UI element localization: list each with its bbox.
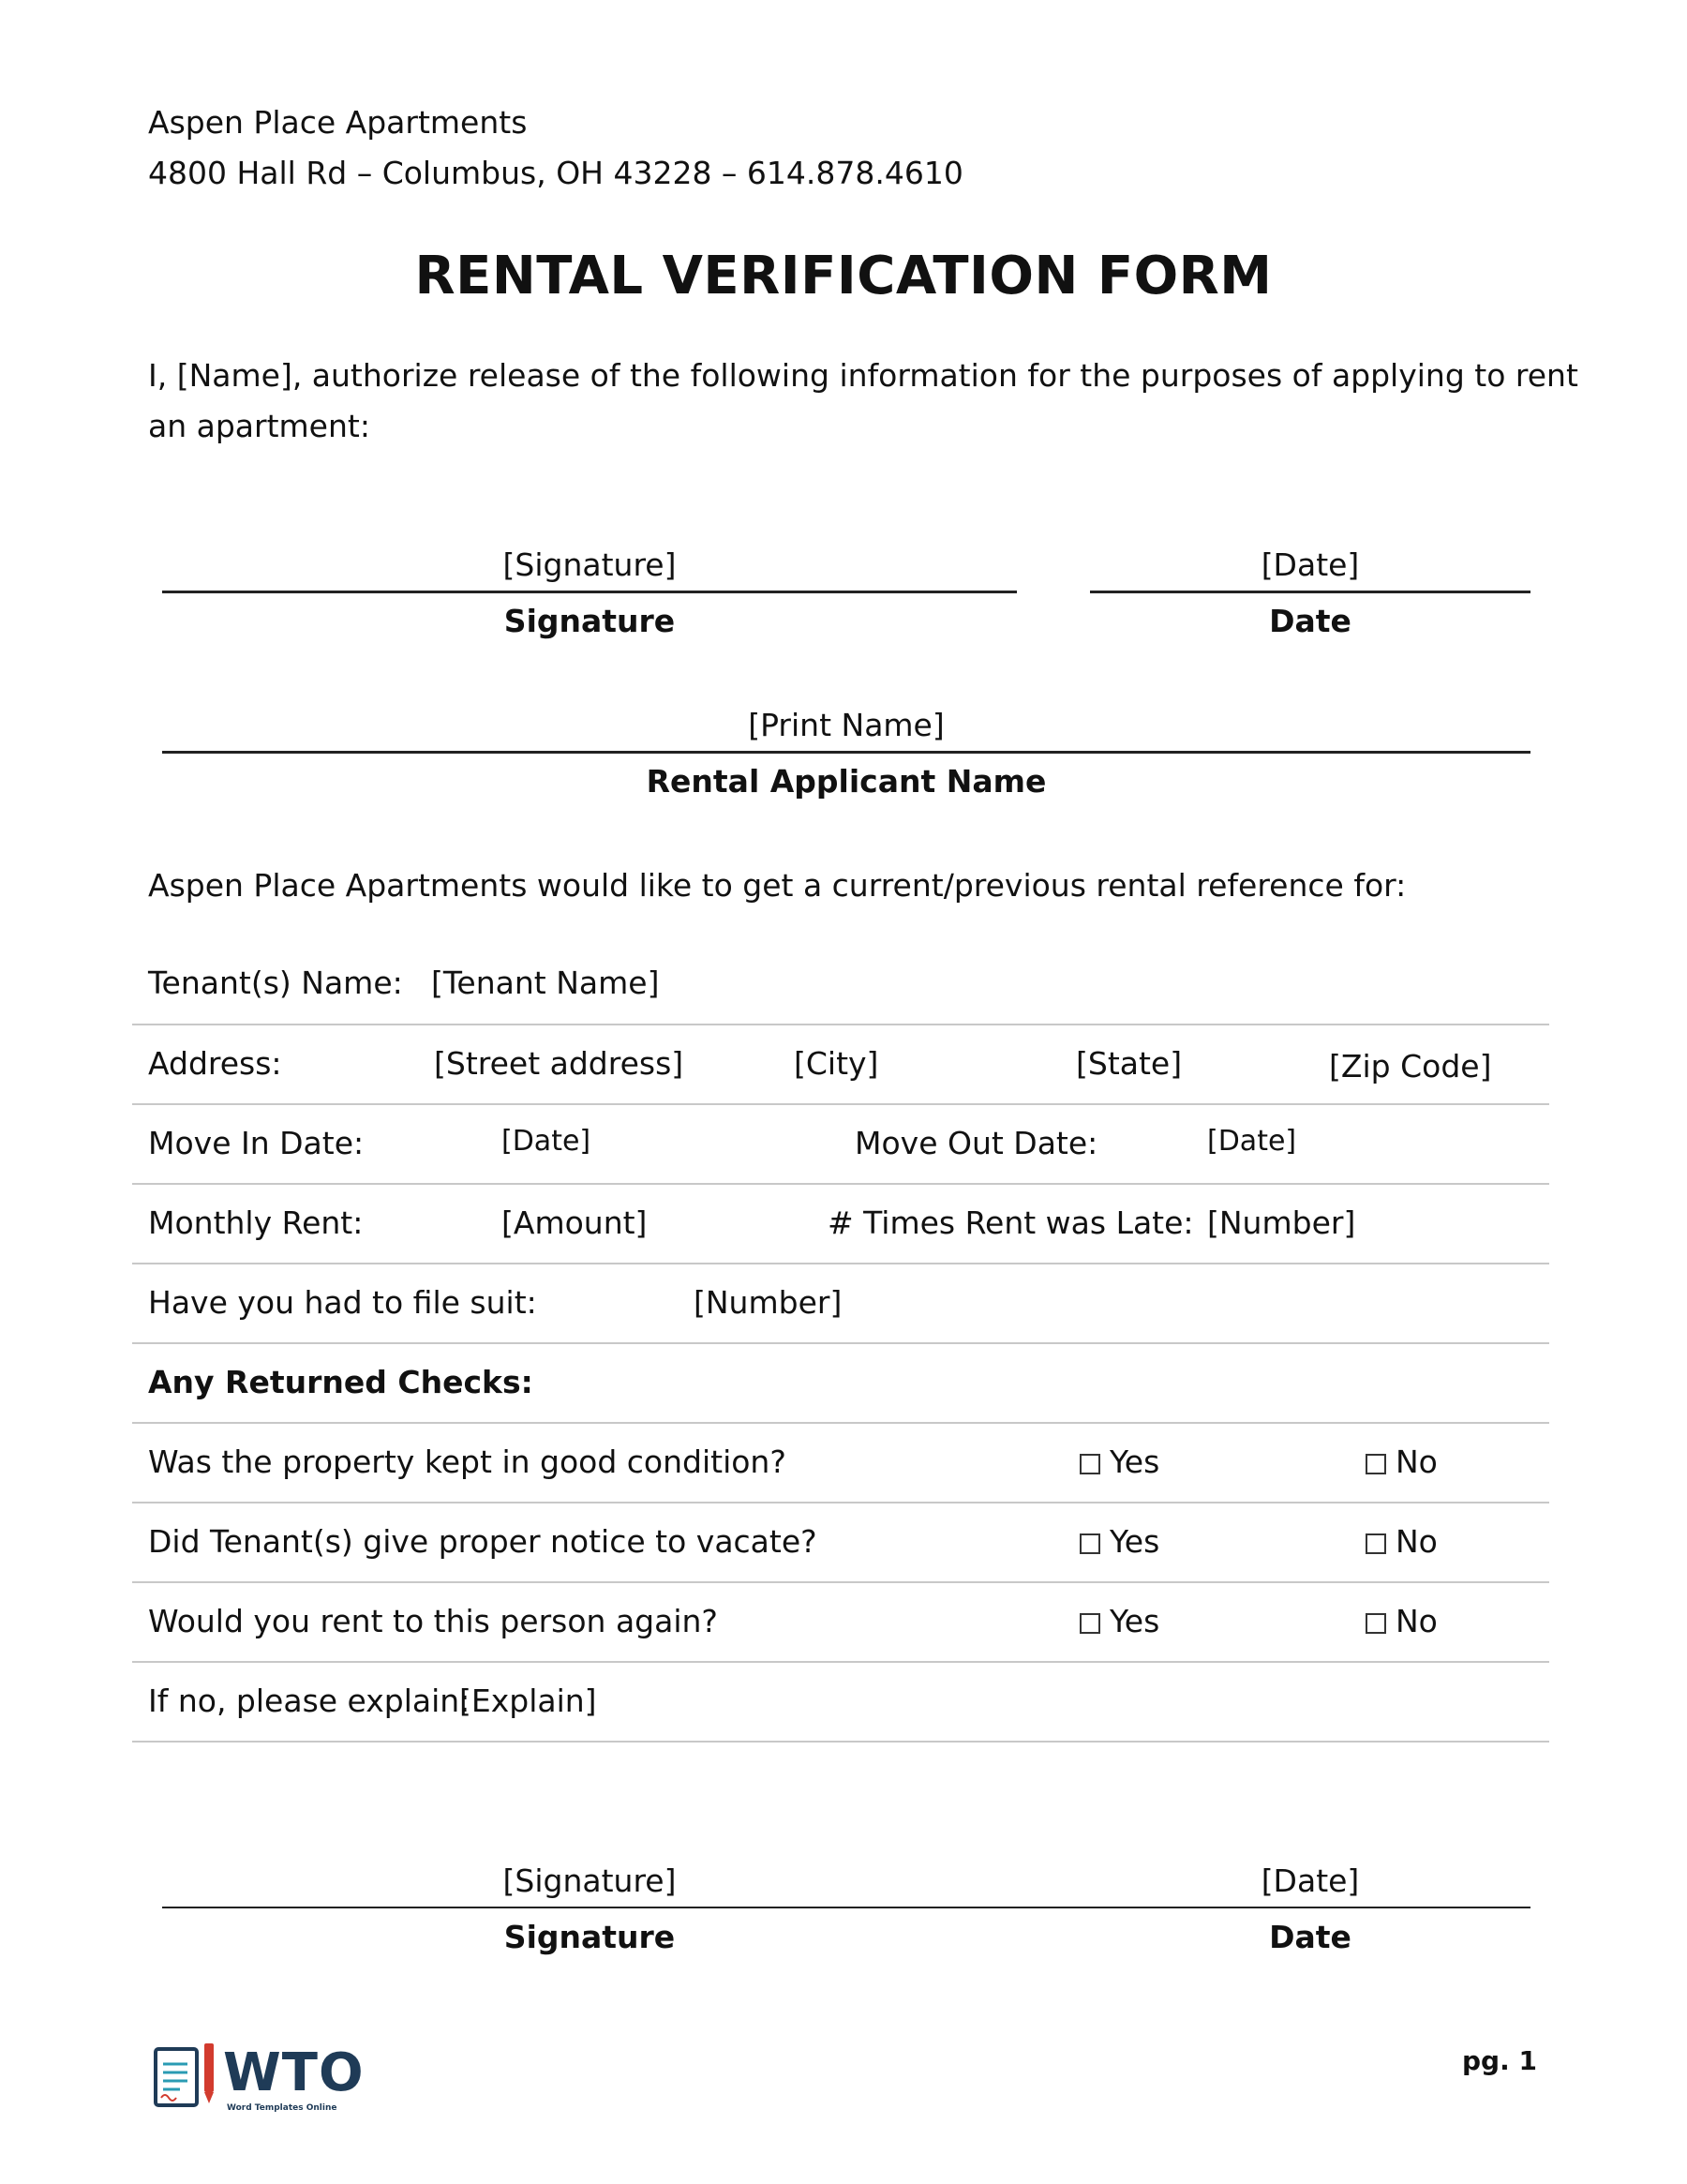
file-suit-label: Have you had to file suit: xyxy=(148,1284,537,1321)
applicant-name-label: Rental Applicant Name xyxy=(646,763,1047,800)
times-late-field[interactable]: [Number] xyxy=(1207,1204,1356,1241)
yes-checkbox-proper-notice[interactable] xyxy=(1080,1523,1160,1560)
explain-label: If no, please explain: xyxy=(148,1683,470,1719)
checkbox-icon xyxy=(1080,1454,1100,1474)
tenant-name-label: Tenant(s) Name: xyxy=(148,965,403,1001)
applicant-name-line xyxy=(162,751,1530,754)
tenant-name-field[interactable]: [Tenant Name] xyxy=(431,965,660,1001)
signature-line-2 xyxy=(162,1907,1530,1908)
row-divider xyxy=(132,1741,1549,1743)
address-label: Address: xyxy=(148,1045,282,1082)
row-divider xyxy=(132,1422,1549,1424)
row-divider xyxy=(132,1024,1549,1025)
company-address: 4800 Hall Rd – Columbus, OH 43228 – 614.878.4610 xyxy=(148,155,963,191)
signature-field-1[interactable]: [Signature] xyxy=(502,546,677,583)
row-divider xyxy=(132,1263,1549,1264)
signature-label-2: Signature xyxy=(503,1919,676,1955)
yes-label: Yes xyxy=(1110,1444,1160,1480)
checkbox-icon xyxy=(1366,1454,1386,1474)
date-field-2[interactable]: [Date] xyxy=(1261,1862,1360,1899)
authorization-line-1: I, [Name], authorize release of the following information for the purposes of applying to rent xyxy=(148,357,1578,394)
reference-intro: Aspen Place Apartments would like to get a current/previous rental reference for: xyxy=(148,867,1407,904)
page-title: RENTAL VERIFICATION FORM xyxy=(414,246,1273,307)
question-proper-notice: Did Tenant(s) give proper notice to vacate? xyxy=(148,1523,817,1560)
signature-field-2[interactable]: [Signature] xyxy=(502,1862,677,1899)
signature-label-1: Signature xyxy=(503,603,676,639)
date-line-1 xyxy=(1090,591,1530,593)
yes-checkbox-rent-again[interactable] xyxy=(1080,1603,1160,1639)
no-checkbox-property-condition[interactable] xyxy=(1366,1444,1438,1480)
checkbox-icon xyxy=(1080,1613,1100,1634)
row-divider xyxy=(132,1661,1549,1663)
date-field-1[interactable]: [Date] xyxy=(1261,546,1360,583)
company-name: Aspen Place Apartments xyxy=(148,104,528,141)
checkbox-icon xyxy=(1080,1533,1100,1554)
row-divider xyxy=(132,1103,1549,1105)
checkbox-icon xyxy=(1366,1533,1386,1554)
row-divider xyxy=(132,1581,1549,1583)
wto-logo xyxy=(150,2043,375,2118)
no-label: No xyxy=(1396,1523,1438,1560)
logo-subtext: Word Templates Online xyxy=(227,2103,337,2113)
yes-label: Yes xyxy=(1110,1523,1160,1560)
date-label-2: Date xyxy=(1269,1919,1351,1955)
move-out-date-field[interactable]: [Date] xyxy=(1207,1125,1297,1158)
no-checkbox-proper-notice[interactable] xyxy=(1366,1523,1438,1560)
signature-line-1 xyxy=(162,591,1017,593)
city-field[interactable]: [City] xyxy=(794,1045,879,1082)
state-field[interactable]: [State] xyxy=(1076,1045,1183,1082)
explain-field[interactable]: [Explain] xyxy=(459,1683,597,1719)
move-in-date-field[interactable]: [Date] xyxy=(501,1125,591,1158)
monthly-rent-field[interactable]: [Amount] xyxy=(501,1204,648,1241)
move-in-label: Move In Date: xyxy=(148,1125,365,1161)
authorization-line-2: an apartment: xyxy=(148,408,370,444)
row-divider xyxy=(132,1502,1549,1503)
yes-label: Yes xyxy=(1110,1603,1160,1639)
monthly-rent-label: Monthly Rent: xyxy=(148,1204,364,1241)
date-label-1: Date xyxy=(1269,603,1351,639)
question-rent-again: Would you rent to this person again? xyxy=(148,1603,718,1639)
page-number: pg. 1 xyxy=(1462,2045,1537,2076)
row-divider xyxy=(132,1183,1549,1185)
checkbox-icon xyxy=(1366,1613,1386,1634)
row-divider xyxy=(132,1342,1549,1344)
file-suit-field[interactable]: [Number] xyxy=(694,1284,843,1321)
no-checkbox-rent-again[interactable] xyxy=(1366,1603,1438,1639)
no-label: No xyxy=(1396,1603,1438,1639)
applicant-name-field[interactable]: [Print Name] xyxy=(748,707,945,743)
times-late-label: # Times Rent was Late: xyxy=(828,1204,1194,1241)
street-address-field[interactable]: [Street address] xyxy=(434,1045,684,1082)
logo-text: WTO xyxy=(223,2042,365,2103)
question-property-condition: Was the property kept in good condition? xyxy=(148,1444,786,1480)
yes-checkbox-property-condition[interactable] xyxy=(1080,1444,1160,1480)
no-label: No xyxy=(1396,1444,1438,1480)
returned-checks-label: Any Returned Checks: xyxy=(148,1364,533,1400)
zip-code-field[interactable]: [Zip Code] xyxy=(1329,1048,1492,1085)
move-out-label: Move Out Date: xyxy=(855,1125,1098,1161)
